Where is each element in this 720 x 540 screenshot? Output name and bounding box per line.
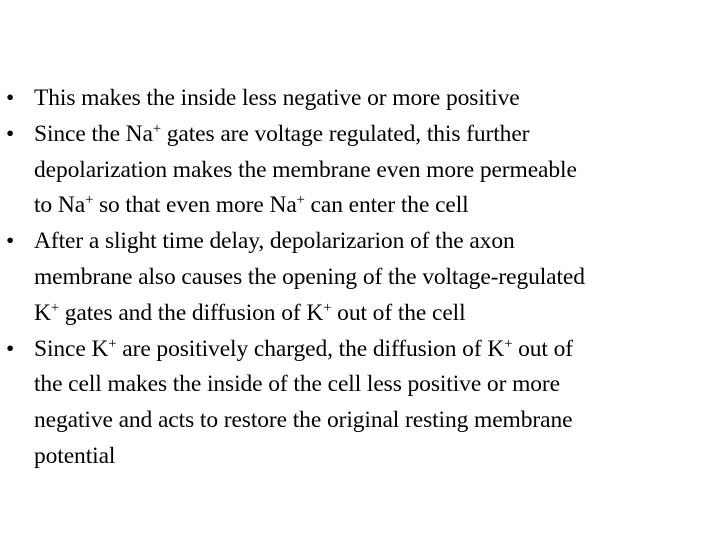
text-segment: After a slight time delay, depolarizarion of the axon: [34, 228, 515, 255]
bullet-marker: •: [6, 85, 15, 111]
superscript: +: [85, 192, 94, 209]
bullet-item: [6, 81, 710, 117]
text-segment: Since K: [34, 335, 109, 362]
bullet-item: [6, 332, 710, 475]
bullet-item: [6, 224, 710, 331]
text-segment: negative and acts to restore the original resting membrane: [34, 407, 573, 434]
text-segment: to Na: [34, 192, 86, 219]
superscript: +: [50, 299, 59, 316]
text-segment: membrane also causes the opening of the voltage-regulated: [34, 263, 585, 290]
bullet-list: [6, 81, 710, 475]
text-line: [34, 439, 710, 475]
bullet-marker: •: [6, 228, 15, 255]
text-segment: K: [34, 299, 51, 326]
text-line: [34, 188, 710, 224]
superscript: +: [504, 335, 513, 352]
text-line: [34, 153, 710, 189]
text-segment: gates and the diffusion of K: [59, 299, 324, 326]
text-line: [34, 332, 710, 368]
text-line: [34, 296, 710, 332]
text-segment: out of: [512, 335, 573, 362]
text-segment: so that even more Na: [93, 192, 297, 219]
text-segment: out of the cell: [331, 299, 466, 326]
text-line: [34, 224, 710, 260]
text-segment: are positively charged, the diffusion of K: [116, 335, 505, 362]
superscript: +: [296, 192, 305, 209]
bullet-marker: •: [6, 335, 15, 362]
text-line: [34, 403, 710, 439]
text-line: [34, 260, 710, 296]
text-segment: depolarization makes the membrane even more permeable: [34, 156, 577, 183]
text-segment: potential: [34, 442, 116, 469]
text-line: [34, 81, 710, 117]
text-segment: gates are voltage regulated, this further: [161, 120, 530, 147]
text-segment: the cell makes the inside of the cell less positive or more: [34, 371, 560, 398]
text-segment: Since the Na: [34, 120, 153, 147]
bullet-item: [6, 117, 710, 224]
superscript: +: [323, 299, 332, 316]
superscript: +: [152, 120, 161, 137]
text-segment: can enter the cell: [304, 192, 469, 219]
text-line: [34, 117, 710, 153]
text-line: [34, 367, 710, 403]
text-segment: This makes the inside less negative or more positive: [34, 85, 520, 111]
superscript: +: [108, 335, 117, 352]
bullet-marker: •: [6, 120, 15, 147]
